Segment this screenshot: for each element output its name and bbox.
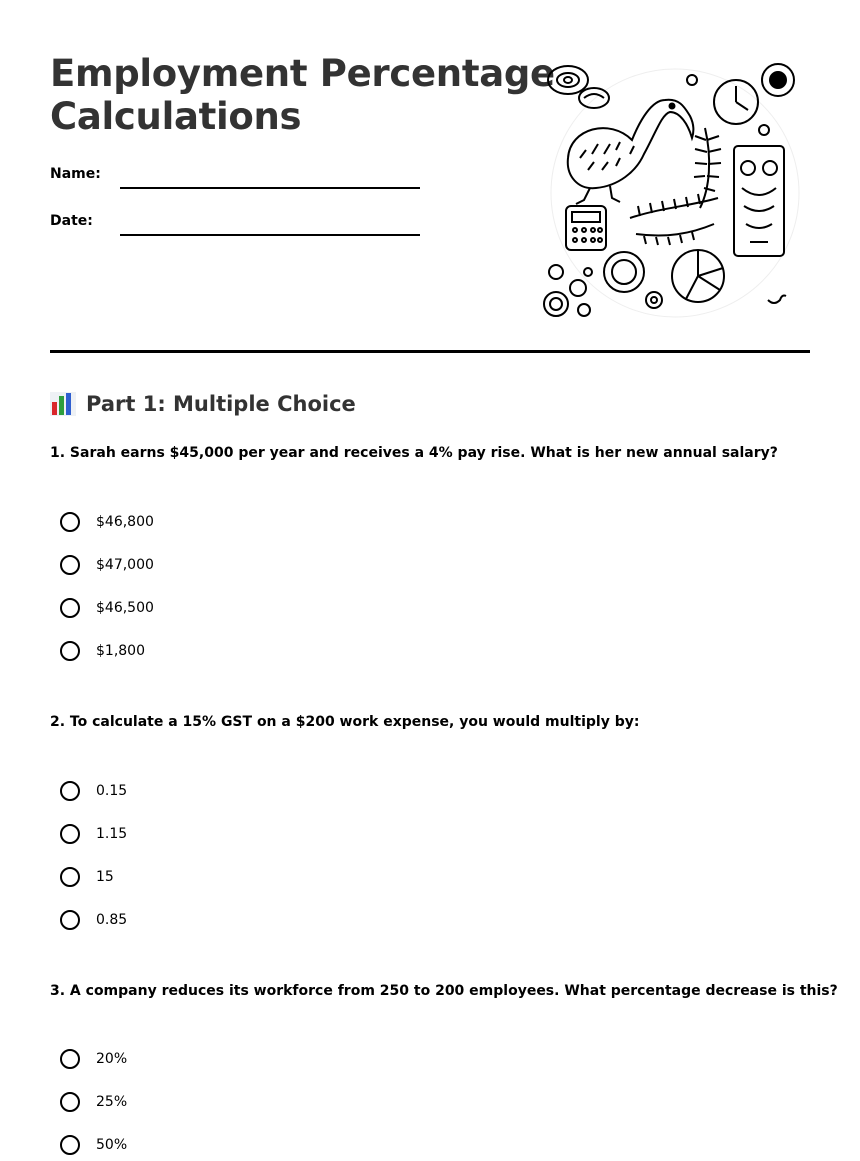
section-heading xyxy=(50,389,356,419)
fern-frond-icon xyxy=(630,194,718,245)
coins-icon xyxy=(544,265,592,316)
option-label: $46,800 xyxy=(96,514,154,530)
pie-chart-icon xyxy=(672,250,724,302)
name-field-line[interactable] xyxy=(120,187,420,189)
q3-option-c[interactable] xyxy=(60,1132,127,1158)
tiki-carving-icon xyxy=(734,146,784,256)
section-title: Part 1: Multiple Choice xyxy=(86,392,356,416)
option-label: 20% xyxy=(96,1051,128,1067)
question-2-text: 2. To calculate a 15% GST on a $200 work expense, you would multiply by: xyxy=(50,714,640,730)
date-label: Date: xyxy=(50,213,93,229)
q2-option-b[interactable] xyxy=(60,821,127,847)
q2-option-d[interactable] xyxy=(60,907,127,933)
title-line-1: Employment Percentage xyxy=(50,52,555,95)
q2-option-a[interactable] xyxy=(60,778,127,804)
radio-button[interactable] xyxy=(60,867,80,887)
header-divider xyxy=(50,350,810,353)
bar-chart-icon xyxy=(50,392,76,416)
option-label: 0.85 xyxy=(96,912,128,928)
radio-button[interactable] xyxy=(60,824,80,844)
q3-option-a[interactable] xyxy=(60,1046,127,1072)
option-label: 0.15 xyxy=(96,783,128,799)
radio-button[interactable] xyxy=(60,1049,80,1069)
option-label: $46,500 xyxy=(96,600,154,616)
q2-option-c[interactable] xyxy=(60,864,114,890)
employment-illustration xyxy=(540,58,810,324)
q1-option-a[interactable] xyxy=(60,509,154,535)
page-title xyxy=(50,52,555,138)
option-label: 25% xyxy=(96,1094,128,1110)
date-field-line[interactable] xyxy=(120,234,420,236)
radio-button[interactable] xyxy=(60,910,80,930)
title-line-2: Calculations xyxy=(50,95,302,138)
radio-button[interactable] xyxy=(60,781,80,801)
radio-button[interactable] xyxy=(60,512,80,532)
question-1-text: 1. Sarah earns $45,000 per year and receives a 4% pay rise. What is her new annual salary? xyxy=(50,445,778,461)
option-label: $1,800 xyxy=(96,643,145,659)
q1-option-c[interactable] xyxy=(60,595,154,621)
radio-button[interactable] xyxy=(60,598,80,618)
koru-spiral-icon xyxy=(687,75,697,85)
radio-button[interactable] xyxy=(60,1092,80,1112)
coin-icon xyxy=(604,252,644,292)
radio-button[interactable] xyxy=(60,1135,80,1155)
clock-icon xyxy=(714,80,758,124)
option-label: $47,000 xyxy=(96,557,154,573)
q1-option-d[interactable] xyxy=(60,638,145,664)
q3-option-b[interactable] xyxy=(60,1089,127,1115)
question-3-text: 3. A company reduces its workforce from 250 to 200 employees. What percentage decrease is this? xyxy=(50,983,838,999)
option-label: 50% xyxy=(96,1137,128,1153)
radio-button[interactable] xyxy=(60,555,80,575)
q1-option-b[interactable] xyxy=(60,552,154,578)
shell-icon xyxy=(548,66,609,108)
option-label: 1.15 xyxy=(96,826,128,842)
radio-button[interactable] xyxy=(60,641,80,661)
calculator-icon xyxy=(566,206,606,250)
kiwi-bird-icon xyxy=(568,100,694,204)
option-label: 15 xyxy=(96,869,114,885)
name-label: Name: xyxy=(50,166,101,182)
koru-spiral-icon xyxy=(768,296,786,304)
